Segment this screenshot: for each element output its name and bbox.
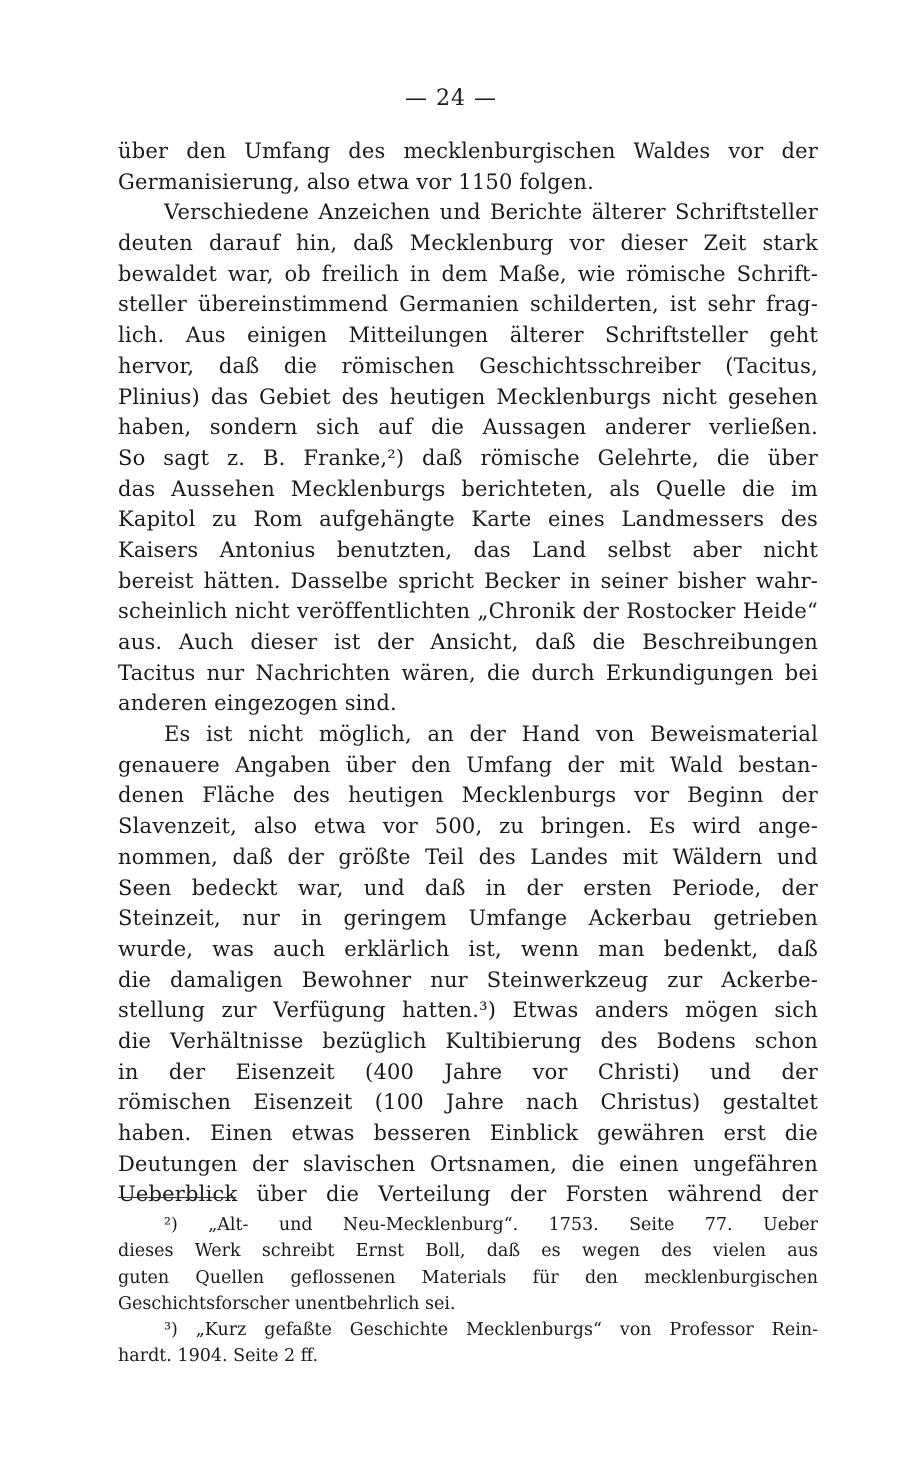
paragraph-start-line: Es ist nicht möglich, an der Hand von Beweismaterial	[164, 722, 818, 747]
body-text	[118, 136, 818, 1210]
text-line: Seen bedeckt war, und daß in der ersten Periode, der	[118, 875, 818, 900]
text-line: haben. Einen etwas besseren Einblick gewähren erst die	[118, 1121, 818, 1145]
text-line: lich. Aus einigen Mitteilungen älterer Schriftsteller geht	[118, 323, 818, 348]
text-line: nommen, daß der größte Teil des Landes mit Wäldern und	[118, 844, 818, 869]
footnote-line: dieses Werk schreibt Ernst Boll, daß es wegen des vielen aus	[118, 1241, 818, 1262]
text-line: bereist hätten. Dasselbe spricht Becker in seiner bisher wahr-	[118, 568, 818, 593]
text-line: über den Umfang des mecklenburgischen Waldes vor der	[118, 139, 818, 163]
text-line: So sagt z. B. Franke,²) daß römische Gelehrte, die über	[118, 445, 818, 470]
text-line: Germanisierung, also etwa vor 1150 folgen.	[118, 169, 595, 194]
footnote-divider	[118, 1197, 236, 1198]
text-line: Tacitus nur Nachrichten wären, die durch Erkundigungen bei	[118, 660, 818, 685]
text-line: Slavenzeit, also etwa vor 500, zu bringen. Es wird ange-	[118, 814, 818, 839]
text-line: Steinzeit, nur in geringem Umfange Ackerbau getrieben	[118, 906, 818, 931]
text-line: wurde, was auch erklärlich ist, wenn man bedenkt, daß	[118, 936, 818, 961]
footnote-3: ³) „Kurz gefaßte Geschichte Mecklenburgs“ von Professor Rein-	[164, 1320, 818, 1341]
text-line: stellung zur Verfügung hatten.³) Etwas anders mögen sich	[118, 998, 818, 1023]
text-line: aus. Auch dieser ist der Ansicht, daß die Beschreibungen	[118, 630, 818, 654]
text-line: das Aussehen Mecklenburgs berichteten, als Quelle die im	[118, 476, 818, 501]
text-line: scheinlich nicht veröffentlichten „Chronik der Rostocker Heide“	[118, 599, 818, 624]
footnote-line: Geschichtsforscher unentbehrlich sei.	[118, 1293, 456, 1314]
text-line: anderen eingezogen sind.	[118, 691, 397, 716]
text-line: die damaligen Bewohner nur Steinwerkzeug zur Ackerbe-	[118, 967, 818, 992]
text-line: Plinius) das Gebiet des heutigen Mecklenburgs nicht gesehen	[118, 384, 818, 409]
text-line: Deutungen der slavischen Ortsnamen, die einen ungefähren	[118, 1151, 818, 1176]
text-line: Kaisers Antonius benutzten, das Land selbst aber nicht	[118, 537, 818, 562]
text-line: Kapitol zu Rom aufgehängte Karte eines Landmessers des	[118, 507, 818, 532]
text-line: Ueberblick über die Verteilung der Forsten während der	[118, 1182, 818, 1207]
text-line: haben, sondern sich auf die Aussagen anderer verließen.	[118, 415, 818, 440]
page-number: — 24 —	[405, 86, 497, 111]
text-line: genauere Angaben über den Umfang der mit Wald bestan-	[118, 752, 818, 777]
footnote-2: ²) „Alt- und Neu-Mecklenburg“. 1753. Seite 77. Ueber	[164, 1215, 818, 1235]
footnote-line: guten Quellen geflossenen Materials für den mecklenburgischen	[118, 1267, 818, 1288]
footnotes	[118, 1212, 818, 1370]
text-line: in der Eisenzeit (400 Jahre vor Christi) und der	[118, 1059, 818, 1084]
text-line: römischen Eisenzeit (100 Jahre nach Christus) gestaltet	[118, 1090, 818, 1115]
footnote-line: hardt. 1904. Seite 2 ff.	[118, 1346, 319, 1367]
text-line: bewaldet war, ob freilich in dem Maße, wie römische Schrift-	[118, 261, 818, 286]
text-line: hervor, daß die römischen Geschichtsschreiber (Tacitus,	[118, 353, 818, 378]
text-line: die Verhältnisse bezüglich Kultibierung des Bodens schon	[118, 1028, 818, 1053]
paragraph-start-line: Verschiedene Anzeichen und Berichte älterer Schriftsteller	[164, 200, 818, 225]
text-line: steller übereinstimmend Germanien schilderten, ist sehr frag-	[118, 292, 818, 317]
text-line: deuten darauf hin, daß Mecklenburg vor dieser Zeit stark	[118, 231, 818, 256]
text-line: denen Fläche des heutigen Mecklenburgs vor Beginn der	[118, 783, 818, 808]
